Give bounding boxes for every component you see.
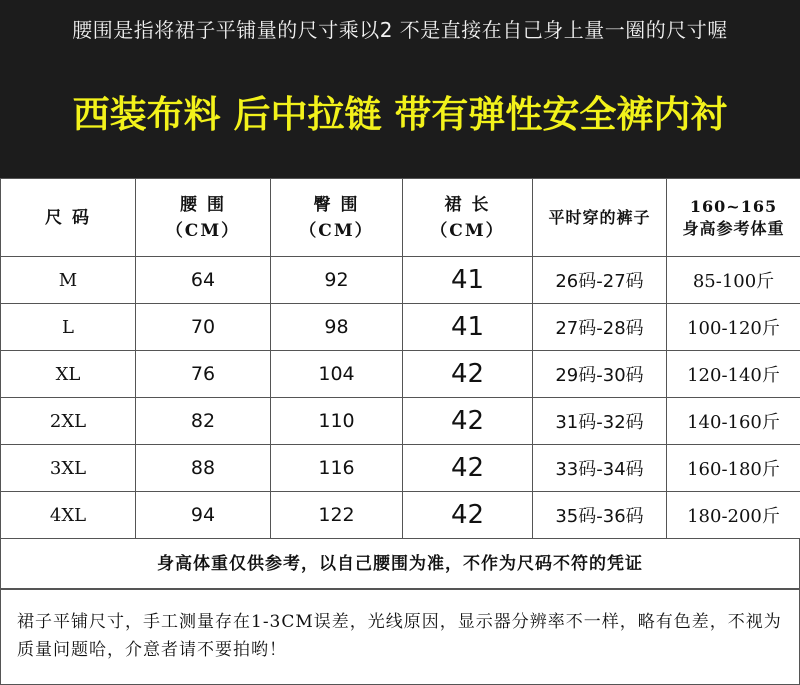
weight-cell: 100-120斤 [667,304,800,351]
hip-cell: 122 [271,492,403,539]
pants-size-cell: 27码-28码 [533,304,667,351]
table-header-row [1,179,800,257]
weight-cell: 160-180斤 [667,445,800,492]
waist-cell: 82 [136,398,271,445]
waist-cell: 76 [136,351,271,398]
length-cell: 41 [403,304,533,351]
weight-cell: 85-100斤 [667,257,800,304]
table-row [1,257,800,304]
pants-size-cell: 26码-27码 [533,257,667,304]
reference-disclaimer: 身高体重仅供参考，以自己腰围为准，不作为尺码不符的凭证 [0,538,800,589]
table-row [1,398,800,445]
header-pants-size: 平时穿的裤子 [533,179,667,257]
weight-cell: 120-140斤 [667,351,800,398]
length-cell: 42 [403,351,533,398]
length-cell: 42 [403,492,533,539]
waist-measure-note: 腰围是指将裙子平铺量的尺寸乘以2 不是直接在自己身上量一圈的尺寸喔 [72,18,728,42]
table-row [1,304,800,351]
product-features-title: 西装布料 后中拉链 带有弹性安全裤内衬 [72,93,728,136]
header-banner [0,0,800,178]
pants-size-cell: 33码-34码 [533,445,667,492]
hip-cell: 98 [271,304,403,351]
size-cell: M [1,257,136,304]
pants-size-cell: 35码-36码 [533,492,667,539]
measurement-disclaimer: 裙子平铺尺寸，手工测量存在1-3CM误差，光线原因，显示器分辨率不一样，略有色差，不视为质量问题哈，介意者请不要拍哟！ [0,589,800,685]
header-hip: 臀 围 （CM） [271,179,403,257]
waist-cell: 88 [136,445,271,492]
pants-size-cell: 31码-32码 [533,398,667,445]
table-row [1,492,800,539]
size-cell: 4XL [1,492,136,539]
hip-cell: 104 [271,351,403,398]
header-waist: 腰 围 （CM） [136,179,271,257]
hip-cell: 92 [271,257,403,304]
table-row [1,351,800,398]
hip-cell: 116 [271,445,403,492]
size-cell: L [1,304,136,351]
size-chart-table [0,178,800,539]
length-cell: 42 [403,398,533,445]
weight-cell: 140-160斤 [667,398,800,445]
hip-cell: 110 [271,398,403,445]
waist-cell: 94 [136,492,271,539]
size-cell: XL [1,351,136,398]
header-length: 裙 长 （CM） [403,179,533,257]
length-cell: 41 [403,257,533,304]
size-cell: 3XL [1,445,136,492]
size-cell: 2XL [1,398,136,445]
header-reference-weight: 160~165 身高参考体重 [667,179,800,257]
waist-cell: 70 [136,304,271,351]
table-row [1,445,800,492]
header-size: 尺 码 [1,179,136,257]
pants-size-cell: 29码-30码 [533,351,667,398]
weight-cell: 180-200斤 [667,492,800,539]
waist-cell: 64 [136,257,271,304]
length-cell: 42 [403,445,533,492]
